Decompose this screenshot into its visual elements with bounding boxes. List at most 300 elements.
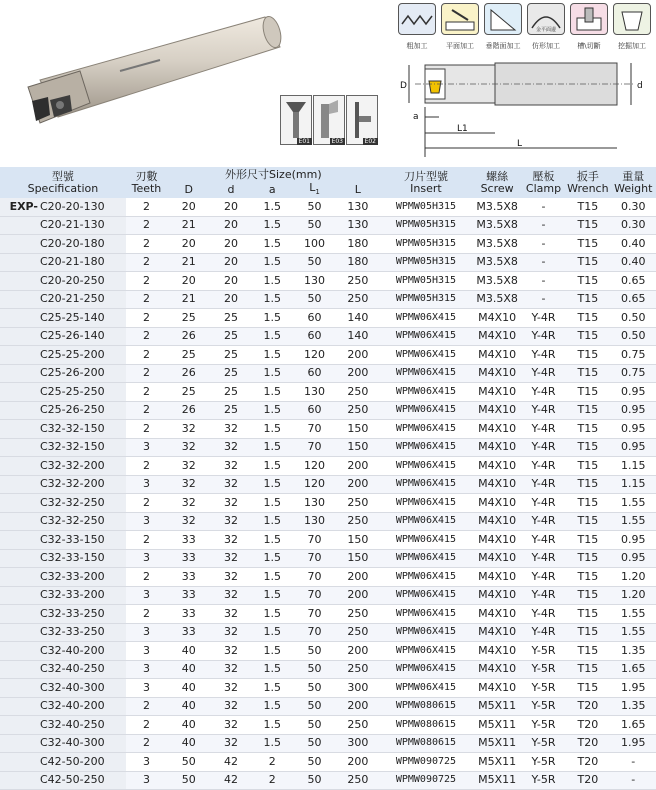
cell-d: 32	[210, 568, 251, 587]
dim-D: D	[400, 81, 407, 91]
cell-l1: 70	[293, 531, 336, 550]
cell-wrench: T15	[565, 549, 610, 568]
cell-clamp: Y-5R	[522, 771, 565, 790]
op-label: 粗加工	[406, 42, 428, 50]
spec-code: C20-20-250	[40, 273, 105, 287]
cell-weight: 0.95	[611, 531, 656, 550]
cell-weight: 1.65	[611, 716, 656, 735]
cell-clamp: Y-4R	[522, 438, 565, 457]
cell-d: 32	[210, 512, 251, 531]
cell-teeth: 3	[126, 660, 167, 679]
cell-clamp: Y-4R	[522, 364, 565, 383]
cell-l: 300	[336, 679, 379, 698]
cell-spec	[0, 198, 126, 216]
cell-d: 32	[167, 457, 210, 476]
cell-a: 1.5	[252, 309, 293, 328]
cell-wrench: T15	[565, 420, 610, 439]
op-inner-text: 金平面邊	[535, 27, 557, 33]
cell-clamp: Y-4R	[522, 494, 565, 513]
table-row	[0, 605, 656, 624]
spec-code: C32-40-200	[40, 699, 105, 713]
cell-wrench: T15	[565, 494, 610, 513]
cell-clamp: Y-4R	[522, 531, 565, 550]
cell-insert: WPMW05H315	[380, 198, 473, 216]
spec-code: C32-40-300	[40, 736, 105, 750]
cell-wrench: T15	[565, 531, 610, 550]
cell-l1: 50	[293, 716, 336, 735]
cell-l1: 50	[293, 253, 336, 272]
table-row	[0, 753, 656, 772]
cell-l1: 70	[293, 549, 336, 568]
col-L: L	[354, 183, 361, 197]
cell-d: 20	[210, 198, 251, 216]
cell-l: 180	[336, 235, 379, 254]
cell-weight: 1.55	[611, 623, 656, 642]
cell-teeth: 2	[126, 216, 167, 235]
cell-teeth: 3	[126, 512, 167, 531]
cell-wrench: T15	[565, 457, 610, 476]
cell-weight: 1.15	[611, 475, 656, 494]
cell-weight: 0.95	[611, 438, 656, 457]
cell-weight: -	[611, 771, 656, 790]
cell-a: 1.5	[252, 420, 293, 439]
cell-d: 32	[210, 494, 251, 513]
cell-d: 40	[167, 716, 210, 735]
cell-d: 50	[167, 771, 210, 790]
col-clamp: 壓板 Clamp	[525, 169, 562, 195]
cell-weight: -	[611, 753, 656, 772]
cell-insert: WPMW06X415	[380, 660, 473, 679]
cell-a: 1.5	[252, 346, 293, 365]
cell-l: 150	[336, 531, 379, 550]
shoulder-milling-icon	[484, 3, 522, 35]
cell-d: 42	[210, 771, 251, 790]
cell-wrench: T15	[565, 586, 610, 605]
screw-icon	[281, 96, 311, 144]
cell-teeth: 2	[126, 494, 167, 513]
table-row	[0, 346, 656, 365]
spec-code: C32-33-250	[40, 625, 105, 639]
cell-teeth: 2	[126, 383, 167, 402]
cell-wrench: T15	[565, 512, 610, 531]
table-row	[0, 216, 656, 235]
cell-insert: WPMW06X415	[380, 438, 473, 457]
cell-wrench: T15	[565, 327, 610, 346]
cell-clamp: Y-5R	[522, 660, 565, 679]
cell-d: 32	[167, 438, 210, 457]
cell-l: 250	[336, 290, 379, 309]
cell-l1: 130	[293, 494, 336, 513]
cell-teeth: 2	[126, 327, 167, 346]
cell-wrench: T20	[565, 734, 610, 753]
cell-d: 32	[167, 475, 210, 494]
cell-clamp: Y-4R	[522, 549, 565, 568]
cell-d: 32	[210, 586, 251, 605]
spec-code: C32-32-200	[40, 477, 105, 491]
cell-a: 1.5	[252, 660, 293, 679]
spec-code: C32-32-150	[40, 421, 105, 435]
cell-wrench: T20	[565, 753, 610, 772]
cell-spec	[0, 660, 126, 679]
cell-wrench: T15	[565, 235, 610, 254]
table-row	[0, 438, 656, 457]
cell-d: 33	[167, 586, 210, 605]
col-screw: 螺絲 Screw	[480, 169, 514, 195]
cell-clamp: Y-4R	[522, 475, 565, 494]
cell-l: 130	[336, 216, 379, 235]
cell-l: 200	[336, 697, 379, 716]
cell-insert: WPMW06X415	[380, 531, 473, 550]
table-row	[0, 771, 656, 790]
cell-spec	[0, 235, 126, 254]
cell-spec	[0, 586, 126, 605]
spec-code: C32-40-300	[40, 680, 105, 694]
cell-spec	[0, 679, 126, 698]
cell-a: 1.5	[252, 679, 293, 698]
cell-screw: M5X11	[472, 734, 522, 753]
cell-weight: 0.65	[611, 290, 656, 309]
cell-teeth: 3	[126, 753, 167, 772]
cell-l: 200	[336, 475, 379, 494]
insert-tag: E01	[298, 138, 310, 145]
cell-l: 200	[336, 642, 379, 661]
cell-a: 1.5	[252, 549, 293, 568]
cell-teeth: 2	[126, 420, 167, 439]
cell-teeth: 2	[126, 290, 167, 309]
cell-insert: WPMW06X415	[380, 549, 473, 568]
cell-d: 33	[167, 531, 210, 550]
cell-l: 250	[336, 383, 379, 402]
cell-insert: WPMW06X415	[380, 327, 473, 346]
insert-thumb-e02	[346, 95, 378, 145]
insert-tag: E03	[331, 138, 343, 145]
cell-l1: 70	[293, 586, 336, 605]
cell-screw: M4X10	[472, 327, 522, 346]
table-row	[0, 290, 656, 309]
cell-l1: 50	[293, 753, 336, 772]
cell-spec	[0, 420, 126, 439]
table-header	[0, 167, 656, 198]
cell-weight: 1.35	[611, 642, 656, 661]
operation-icon-row	[398, 3, 654, 53]
slotting-icon	[570, 3, 608, 35]
cell-spec	[0, 512, 126, 531]
cell-spec	[0, 401, 126, 420]
col-a: a	[268, 183, 276, 197]
cell-screw: M3.5X8	[472, 272, 522, 291]
cell-clamp: Y-4R	[522, 309, 565, 328]
cell-screw: M4X10	[472, 383, 522, 402]
cell-insert: WPMW080615	[380, 734, 473, 753]
cell-a: 1.5	[252, 586, 293, 605]
cell-wrench: T20	[565, 697, 610, 716]
dim-d: d	[637, 81, 643, 91]
cell-clamp: -	[522, 272, 565, 291]
cell-screw: M4X10	[472, 642, 522, 661]
table-row	[0, 568, 656, 587]
cell-screw: M4X10	[472, 512, 522, 531]
clamp-icon	[347, 96, 377, 144]
cell-clamp: -	[522, 253, 565, 272]
cell-l1: 50	[293, 771, 336, 790]
cell-d: 25	[210, 327, 251, 346]
spec-code: C20-21-250	[40, 292, 105, 306]
cell-d: 21	[167, 290, 210, 309]
cell-teeth: 3	[126, 549, 167, 568]
profile-milling-icon	[527, 3, 565, 35]
col-D: D	[184, 183, 193, 197]
table-row	[0, 420, 656, 439]
cell-wrench: T15	[565, 272, 610, 291]
cell-screw: M4X10	[472, 457, 522, 476]
cell-l1: 70	[293, 568, 336, 587]
cell-weight: 1.55	[611, 512, 656, 531]
spec-code: C20-21-180	[40, 255, 105, 269]
cell-screw: M4X10	[472, 660, 522, 679]
cell-spec	[0, 568, 126, 587]
spec-code: C32-32-250	[40, 495, 105, 509]
cell-screw: M4X10	[472, 586, 522, 605]
cell-screw: M4X10	[472, 401, 522, 420]
cell-d: 25	[210, 401, 251, 420]
cell-d: 25	[210, 364, 251, 383]
cell-spec	[0, 364, 126, 383]
spec-code: C32-40-250	[40, 717, 105, 731]
cell-d: 40	[167, 642, 210, 661]
op-label: 垂階面加工	[485, 42, 521, 50]
cell-l1: 50	[293, 660, 336, 679]
cell-l: 200	[336, 457, 379, 476]
cell-clamp: -	[522, 216, 565, 235]
cell-d: 20	[210, 290, 251, 309]
cell-d: 25	[167, 309, 210, 328]
cell-wrench: T15	[565, 290, 610, 309]
cell-screw: M5X11	[472, 771, 522, 790]
cell-a: 1.5	[252, 383, 293, 402]
cell-l: 150	[336, 438, 379, 457]
cell-screw: M4X10	[472, 549, 522, 568]
table-row	[0, 623, 656, 642]
cell-spec	[0, 716, 126, 735]
cell-wrench: T15	[565, 475, 610, 494]
cell-spec	[0, 697, 126, 716]
cell-weight: 0.95	[611, 420, 656, 439]
cell-a: 1.5	[252, 697, 293, 716]
cell-weight: 0.50	[611, 327, 656, 346]
cell-screw: M3.5X8	[472, 216, 522, 235]
col-wrench: 扳手 Wrench	[567, 169, 609, 195]
cell-screw: M4X10	[472, 531, 522, 550]
cell-weight: 0.30	[611, 198, 656, 216]
cell-l1: 60	[293, 327, 336, 346]
cell-teeth: 3	[126, 438, 167, 457]
cell-clamp: Y-4R	[522, 586, 565, 605]
cell-teeth: 3	[126, 642, 167, 661]
cell-teeth: 2	[126, 734, 167, 753]
cell-l1: 50	[293, 734, 336, 753]
cell-wrench: T15	[565, 383, 610, 402]
cell-a: 1.5	[252, 605, 293, 624]
table-row	[0, 327, 656, 346]
col-d: d	[227, 183, 235, 197]
cell-d: 26	[167, 327, 210, 346]
cell-l: 200	[336, 364, 379, 383]
cell-weight: 0.95	[611, 383, 656, 402]
cell-clamp: Y-4R	[522, 401, 565, 420]
cell-d: 50	[167, 753, 210, 772]
op-label: 仿形加工	[532, 42, 560, 50]
cell-spec	[0, 457, 126, 476]
table-row	[0, 401, 656, 420]
cell-d: 33	[167, 549, 210, 568]
cell-d: 20	[210, 235, 251, 254]
cell-clamp: Y-4R	[522, 623, 565, 642]
spec-code: C25-25-250	[40, 384, 105, 398]
cell-d: 21	[167, 253, 210, 272]
insert-thumb-e03	[313, 95, 345, 145]
cell-l1: 50	[293, 642, 336, 661]
cell-clamp: -	[522, 198, 565, 216]
cell-a: 1.5	[252, 512, 293, 531]
table-body	[0, 198, 656, 790]
cell-teeth: 2	[126, 457, 167, 476]
spec-code: C32-33-200	[40, 588, 105, 602]
cell-d: 32	[210, 549, 251, 568]
cell-clamp: Y-4R	[522, 327, 565, 346]
cell-screw: M4X10	[472, 364, 522, 383]
cell-spec	[0, 753, 126, 772]
cell-screw: M3.5X8	[472, 198, 522, 216]
cell-d: 20	[210, 253, 251, 272]
cell-l1: 120	[293, 457, 336, 476]
cell-l: 200	[336, 568, 379, 587]
cell-l1: 60	[293, 401, 336, 420]
cell-screw: M4X10	[472, 605, 522, 624]
cell-spec	[0, 272, 126, 291]
cell-spec	[0, 290, 126, 309]
cell-teeth: 2	[126, 605, 167, 624]
cell-insert: WPMW080615	[380, 697, 473, 716]
col-insert: 刀片型號 Insert	[403, 169, 448, 195]
cell-clamp: Y-4R	[522, 605, 565, 624]
roughing-op	[398, 3, 436, 53]
cell-wrench: T15	[565, 198, 610, 216]
cell-d: 20	[167, 198, 210, 216]
cell-l: 130	[336, 198, 379, 216]
cell-a: 1.5	[252, 494, 293, 513]
cell-weight: 1.20	[611, 586, 656, 605]
cell-weight: 1.35	[611, 697, 656, 716]
plunge-milling-op	[613, 3, 651, 53]
face-milling-icon	[441, 3, 479, 35]
profile-milling-op	[527, 3, 565, 53]
cell-wrench: T20	[565, 771, 610, 790]
cell-insert: WPMW06X415	[380, 679, 473, 698]
cell-l: 140	[336, 309, 379, 328]
cell-spec	[0, 494, 126, 513]
table-row	[0, 235, 656, 254]
op-label: 挖掘加工	[618, 42, 646, 50]
cell-d: 40	[167, 734, 210, 753]
cell-insert: WPMW06X415	[380, 309, 473, 328]
spec-code: C20-21-130	[40, 218, 105, 232]
cell-wrench: T15	[565, 568, 610, 587]
cell-screw: M4X10	[472, 309, 522, 328]
cell-clamp: Y-5R	[522, 734, 565, 753]
cell-clamp: Y-4R	[522, 512, 565, 531]
cell-teeth: 2	[126, 253, 167, 272]
cell-d: 32	[167, 512, 210, 531]
op-label: 槽\切斷	[577, 42, 601, 50]
cell-teeth: 3	[126, 586, 167, 605]
spec-code: C25-26-250	[40, 403, 105, 417]
cell-spec	[0, 346, 126, 365]
cell-d: 20	[210, 216, 251, 235]
cell-a: 1.5	[252, 716, 293, 735]
cell-a: 2	[252, 753, 293, 772]
cell-spec	[0, 531, 126, 550]
cell-teeth: 2	[126, 531, 167, 550]
cell-weight: 1.55	[611, 494, 656, 513]
spec-code: C32-33-150	[40, 551, 105, 565]
cell-a: 1.5	[252, 290, 293, 309]
table-row	[0, 475, 656, 494]
cell-d: 32	[210, 420, 251, 439]
cell-screw: M4X10	[472, 346, 522, 365]
cell-spec	[0, 605, 126, 624]
cell-weight: 1.95	[611, 679, 656, 698]
end-mill-photo	[10, 5, 295, 155]
cell-a: 1.5	[252, 216, 293, 235]
dim-L1: L1	[457, 124, 468, 134]
cell-wrench: T15	[565, 216, 610, 235]
cell-l1: 60	[293, 364, 336, 383]
cell-d: 25	[210, 383, 251, 402]
col-size-group: 外形尺寸Size(mm)	[225, 167, 322, 181]
cell-l1: 50	[293, 679, 336, 698]
cell-a: 1.5	[252, 235, 293, 254]
cell-insert: WPMW090725	[380, 771, 473, 790]
cell-weight: 0.75	[611, 364, 656, 383]
cell-spec	[0, 771, 126, 790]
cell-d: 33	[167, 568, 210, 587]
cell-d: 32	[210, 531, 251, 550]
spec-code: C20-20-180	[40, 236, 105, 250]
dimension-drawing	[395, 55, 653, 160]
spec-code: C42-50-200	[40, 754, 105, 768]
cell-weight: 0.95	[611, 401, 656, 420]
shoulder-milling-op	[484, 3, 522, 53]
cell-d: 32	[210, 679, 251, 698]
cell-screw: M4X10	[472, 420, 522, 439]
cell-insert: WPMW06X415	[380, 364, 473, 383]
cell-l: 180	[336, 253, 379, 272]
table-row	[0, 253, 656, 272]
cell-teeth: 3	[126, 679, 167, 698]
cell-d: 42	[210, 753, 251, 772]
cell-d: 32	[210, 438, 251, 457]
cell-l: 250	[336, 605, 379, 624]
spec-code: C32-32-250	[40, 514, 105, 528]
wrench-icon	[314, 96, 344, 144]
cell-l1: 50	[293, 198, 336, 216]
col-weight: 重量 Weight	[614, 169, 653, 195]
cell-l1: 70	[293, 605, 336, 624]
dim-L: L	[517, 139, 523, 149]
face-milling-op	[441, 3, 479, 53]
spec-code: C25-26-200	[40, 366, 105, 380]
cell-d: 20	[167, 272, 210, 291]
